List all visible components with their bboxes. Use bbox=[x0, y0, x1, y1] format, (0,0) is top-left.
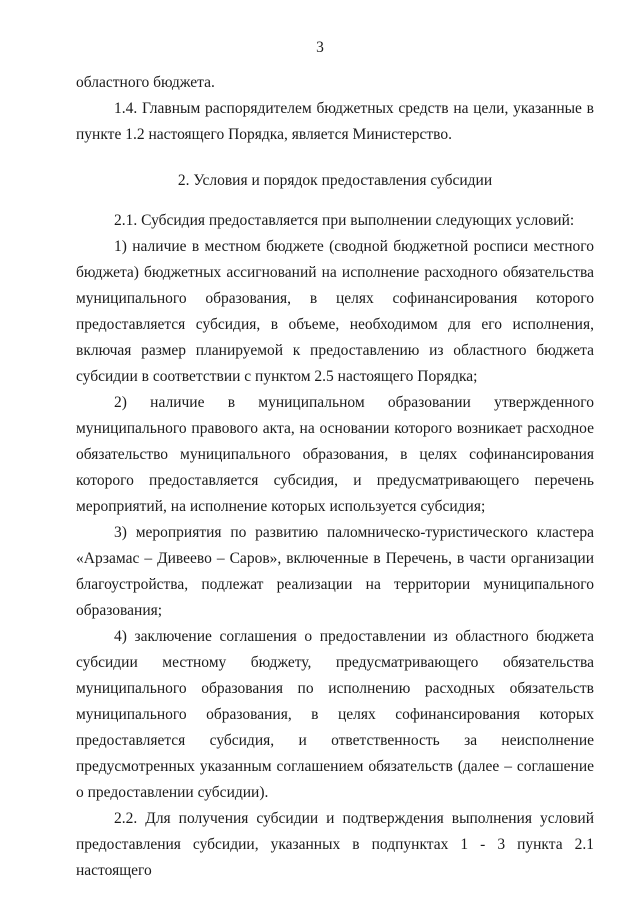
paragraph-2-1: 2.1. Субсидия предоставляется при выполнении следующих условий: bbox=[114, 212, 575, 229]
paragraph-2-1-item-1: 1) наличие в местном бюджете (сводной бюджетной росписи местного бюджета) бюджетных ассигнований на исполнение расходного обязательства муниципального образования, в целях софинансирования которого предоставляется субсидия, в объеме, необходимом для его исполнения, включая размер планируемой к предоставлению из областного бюджета субсидии в соответствии с пунктом 2.5 настоящего Порядка; bbox=[76, 238, 594, 385]
document-body bbox=[76, 70, 594, 884]
paragraph-1-4: 1.4. Главным распорядителем бюджетных средств на цели, указанные в пункте 1.2 настоящего Порядка, является Министерство. bbox=[76, 100, 594, 143]
paragraph-2-1-item-4: 4) заключение соглашения о предоставлении из областного бюджета субсидии местному бюджету, предусматривающего обязательства муниципального образования по исполнению расходных обязательств муниципального образования, в целях софинансирования которых предоставляется субсидия, и ответственность за неисполнение предусмотренных указанным соглашением обязательств (далее – соглашение о предоставлении субсидии). bbox=[76, 628, 594, 801]
spacer bbox=[76, 148, 594, 168]
paragraph-2-2: 2.2. Для получения субсидии и подтверждения выполнения условий предоставления субсидии, указанных в подпунктах 1 - 3 пункта 2.1 настоящего bbox=[76, 810, 594, 879]
paragraph-2-1-item-2: 2) наличие в муниципальном образовании утвержденного муниципального правового акта, на основании которого возникает расходное обязательство муниципального образования, в целях софинансирования которого предоставляется субсидия, и предусматривающего перечень мероприятий, на исполнение которых используется субсидия; bbox=[76, 394, 594, 515]
paragraph-2-1-item-3: 3) мероприятия по развитию паломническо-туристического кластера «Арзамас – Дивеево – Саров», включенные в Перечень, в части организации благоустройства, подлежат реализации на территории муниципального образования; bbox=[76, 524, 594, 619]
paragraph-continuation: областного бюджета. bbox=[76, 74, 215, 91]
section-heading-2: 2. Условия и порядок предоставления субсидии bbox=[177, 172, 493, 189]
spacer bbox=[76, 194, 594, 208]
page-number: 3 bbox=[316, 39, 324, 56]
